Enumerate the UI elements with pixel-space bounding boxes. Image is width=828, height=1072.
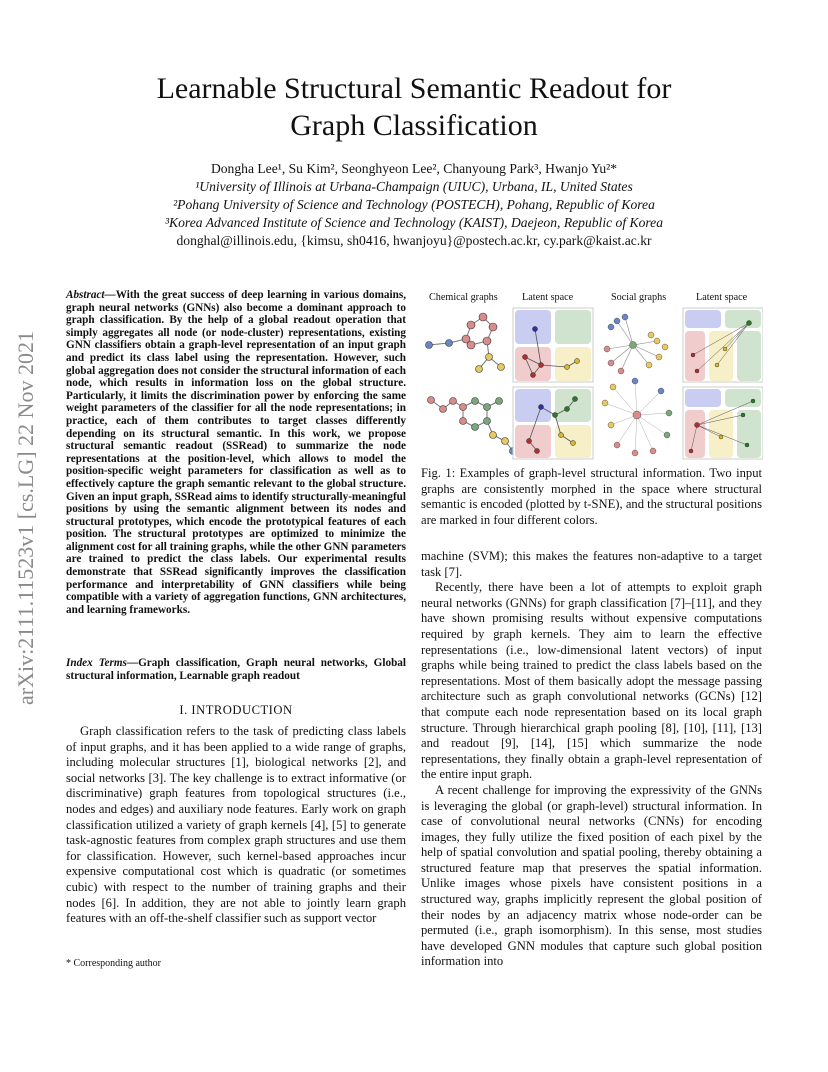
figure-caption: Fig. 1: Examples of graph-level structural information. Two input graphs are consistently morphed in the space where structural semantic is encoded (plotted by t-SNE), and the structural positions are marked in four different colors.: [421, 466, 762, 527]
paper-title: [60, 70, 768, 144]
abstract-body: With the great success of deep learning in various domains, graph neural networks (GNNs) also become a dominant approach to graph classification. By the help of a global readout operation that simply aggregates all node (or node-cluster) representations, existing GNN classifiers obtain a graph-level representation of an input graph and predict its class label using the representation. However, such global aggregation does not consider the structural information of each node, which results in information loss on the global structure. Particularly, it limits the discrimination power by enforcing the same weight parameters of the classifier for all the node representations; in practice, each of them contributes to target classes differently depending on its structural semantic. In this work, we propose structural semantic readout (SSRead) to summarize the node representations at the position-level, which allows to model the position-specific weight parameters for classification as well as to effectively capture the graph semantic relevant to the global structure. Given an input graph, SSRead aims to identify structurally-meaningful positions by using the semantic alignment between its nodes and structural prototypes, which encode the prototypical features of each position. The structural prototypes are optimized to minimize the alignment cost for all training graphs, while the other GNN parameters are trained to predict the class labels. Our experimental results demonstrate that SSRead significantly improves the classification performance and interpretability of GNN classifiers while being compatible with a variety of aggregation functions, GNN architectures, and learning frameworks.: [66, 289, 406, 616]
abstract-lead: Abstract—: [66, 289, 116, 301]
affiliation-2: ²Pohang University of Science and Technology (POSTECH), Pohang, Republic of Korea: [173, 197, 655, 212]
intro-paragraph: Graph classification refers to the task of predicting class labels of input graphs, and it has been applied to a wide range of graphs, including molecular structures [1], biological networks [2], and social networks [3]. The key challenge is to extract informative (or discriminative) graph features from topological structures (i.e., nodes and edges) and auxiliary node features. Early work on graph classification utilized a variety of graph kernels [4], [5] to generate task-agnostic features from complex graph structures and use them for classification. However, such kernel-based approaches incur expensive computational cost which is quadratic (or sometimes cubic) with respect to the number of training graphs and their nodes [6]. In addition, they are not able to jointly learn graph features with an off-the-shelf classifier such as support vector: [66, 724, 406, 926]
affiliation-1: ¹University of Illinois at Urbana-Champaign (UIUC), Urbana, IL, United States: [195, 179, 633, 194]
affiliation-3: ³Korea Advanced Institute of Science and Technology (KAIST), Daejeon, Republic of Korea: [164, 215, 663, 230]
latent-space-panel-3: [683, 308, 763, 382]
figure-1-graphic: [421, 305, 763, 460]
index-terms-body: Graph classification, Graph neural networks, Global structural information, Learnable graph readout: [66, 657, 406, 682]
right-column-text: [421, 549, 762, 970]
latent-space-panel-4: [683, 387, 763, 459]
author-emails: donghal@illinois.edu, {kimsu, sh0416, hwanjoyu}@postech.ac.kr, cy.park@kaist.ac.kr: [176, 233, 652, 248]
index-terms-lead: Index Terms—: [66, 657, 139, 669]
latent-space-panel-2: [513, 387, 593, 459]
fig-label-latent-2: Latent space: [696, 292, 748, 303]
abstract: [66, 289, 406, 616]
fig-label-latent-1: Latent space: [522, 292, 574, 303]
footnote: * Corresponding author: [66, 958, 161, 969]
right-paragraph-3: A recent challenge for improving the expressivity of the GNNs is leveraging the global (or graph-level) structural information. In case of convolutional neural networks (CNNs) for encoding images, they fully utilize the fixed position of each pixel by the help of spatial convolution and spatial pooling, thereby obtaining a structured feature map that preserves the spatial information. Unlike images whose pixels have consistent positions in a structured way, graphs implicitly represent the global position of their nodes by an adjacency matrix whose node-order can be permuted (i.e., graph isomorphism). In this sense, most studies have developed GNN modules that capture such global position information into: [421, 782, 762, 969]
fig-label-social: Social graphs: [611, 292, 667, 303]
index-terms: [66, 657, 406, 682]
latent-space-panel-1: [513, 308, 593, 382]
title-line-2: Graph Classification: [290, 109, 538, 142]
author-list: Dongha Lee¹, Su Kim², Seonghyeon Lee², Chanyoung Park³, Hwanjo Yu²*: [210, 161, 618, 176]
arxiv-identifier: arXiv:2111.11523v1 [cs.LG] 22 Nov 2021: [13, 331, 38, 705]
section-heading: I. INTRODUCTION: [179, 703, 293, 717]
fig-label-chemical: Chemical graphs: [429, 292, 498, 303]
author-block: [60, 160, 768, 250]
right-paragraph-2: Recently, there have been a lot of attempts to exploit graph neural networks (GNNs) for graph classification [7]–[11], and they have shown promising results without expensive computations required by graph kernels. They aim to learn the effective representations (i.e., low-dimensional latent vectors) of input graphs while being trained to predict the class labels based on the representations. Most of them basically adopt the message passing architecture such as graph convolutional networks (GCNs) [12] that compute each node representation based on its local graph structure. Through hierarchical graph pooling [8], [10], [11], [13] and readout [9], [14], [15] which summarize the node representations, they finally obtain a graph-level representation of the entire input graph.: [421, 580, 762, 782]
right-paragraph-1: machine (SVM); this makes the features non-adaptive to a target task [7].: [421, 549, 762, 579]
title-line-1: Learnable Structural Semantic Readout for: [156, 72, 672, 105]
